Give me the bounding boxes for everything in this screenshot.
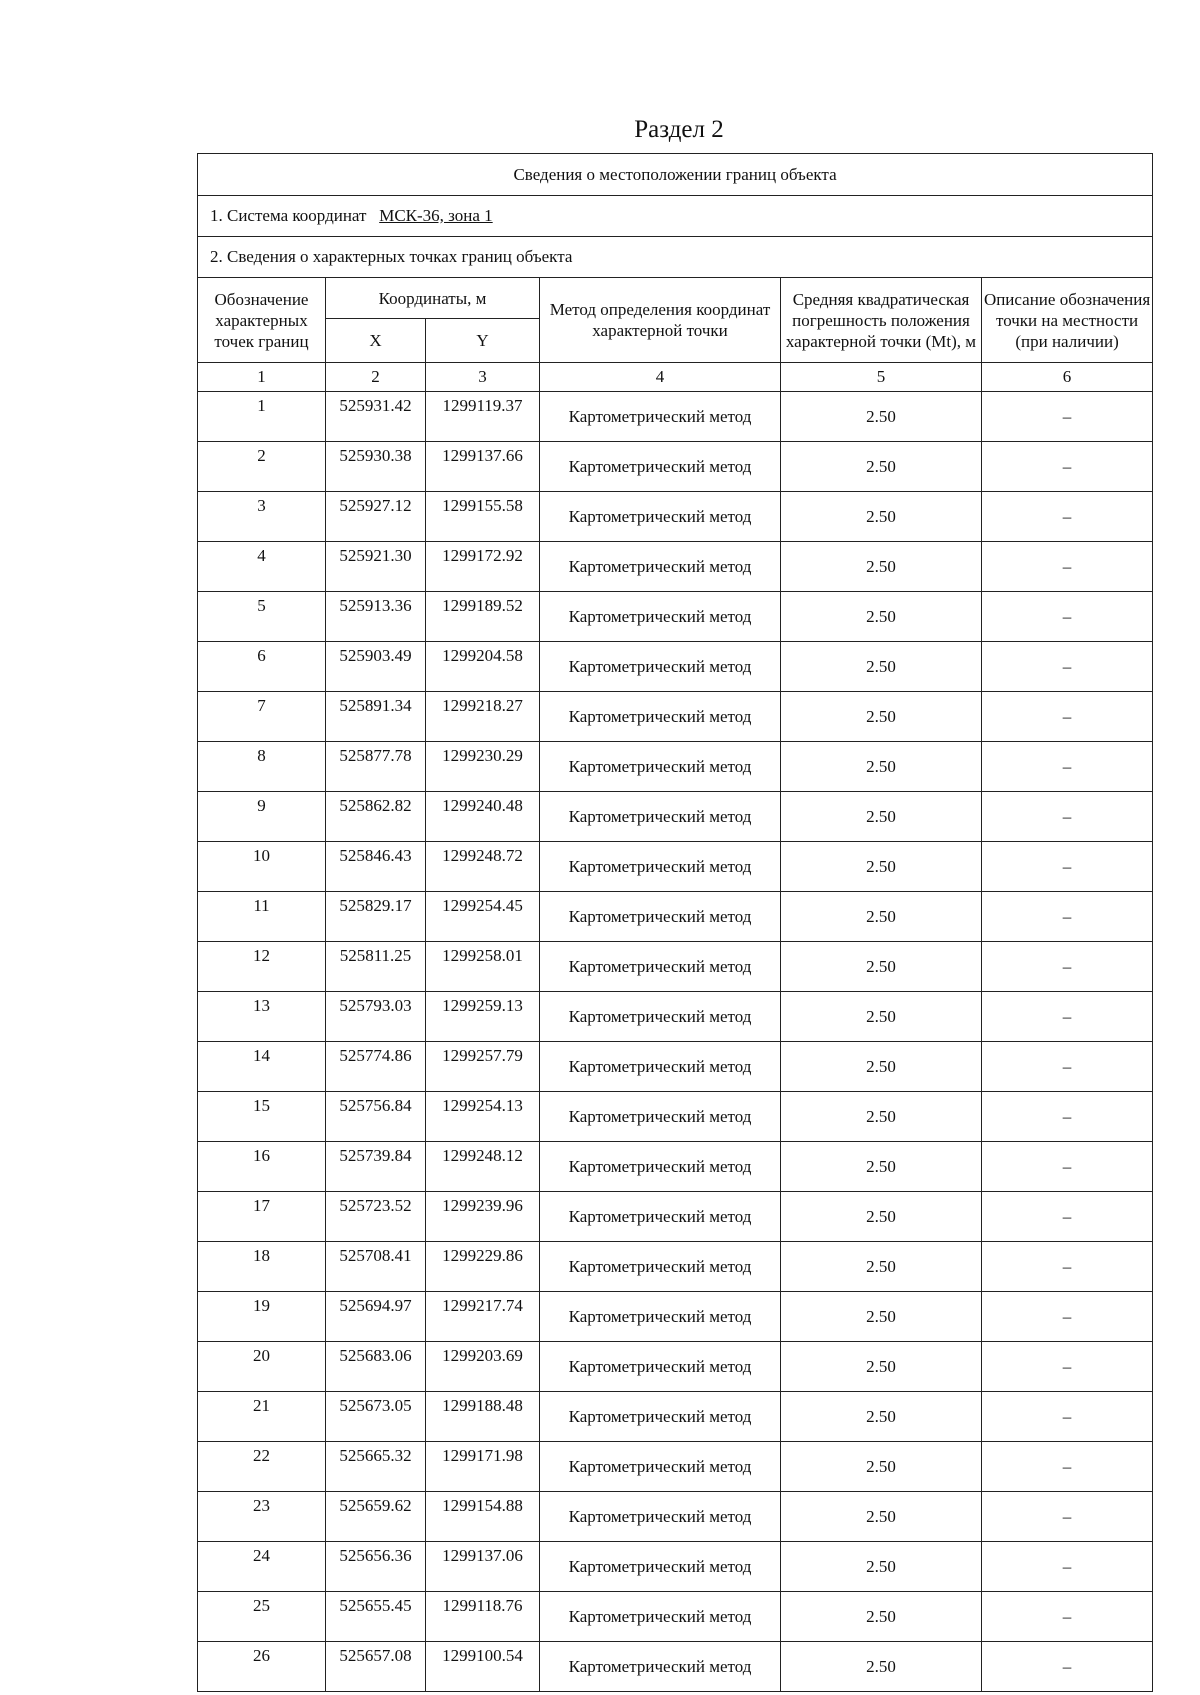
coord-y: 1299188.48 bbox=[426, 1392, 540, 1442]
point-number: 26 bbox=[198, 1642, 326, 1692]
table-row bbox=[198, 1042, 1153, 1092]
coord-y: 1299230.29 bbox=[426, 742, 540, 792]
table-row bbox=[198, 1592, 1153, 1642]
description: – bbox=[982, 542, 1153, 592]
coord-x: 525659.62 bbox=[326, 1492, 426, 1542]
description: – bbox=[982, 1192, 1153, 1242]
coord-x: 525665.32 bbox=[326, 1442, 426, 1492]
coord-system-label: 1. Система координат bbox=[210, 206, 367, 225]
method: Картометрический метод bbox=[540, 1092, 781, 1142]
coord-x: 525862.82 bbox=[326, 792, 426, 842]
point-number: 1 bbox=[198, 392, 326, 442]
accuracy: 2.50 bbox=[781, 1092, 982, 1142]
table-row bbox=[198, 842, 1153, 892]
accuracy: 2.50 bbox=[781, 492, 982, 542]
points-heading: 2. Сведения о характерных точках границ объекта bbox=[198, 237, 1153, 278]
table-row bbox=[198, 1392, 1153, 1442]
coord-x: 525903.49 bbox=[326, 642, 426, 692]
coord-y: 1299240.48 bbox=[426, 792, 540, 842]
table-title: Сведения о местоположении границ объекта bbox=[198, 154, 1153, 196]
coord-x: 525829.17 bbox=[326, 892, 426, 942]
accuracy: 2.50 bbox=[781, 892, 982, 942]
accuracy: 2.50 bbox=[781, 692, 982, 742]
accuracy: 2.50 bbox=[781, 1292, 982, 1342]
coord-x: 525931.42 bbox=[326, 392, 426, 442]
description: – bbox=[982, 992, 1153, 1042]
point-number: 11 bbox=[198, 892, 326, 942]
table-row bbox=[198, 492, 1153, 542]
table-row bbox=[198, 1192, 1153, 1242]
accuracy: 2.50 bbox=[781, 992, 982, 1042]
coord-y: 1299239.96 bbox=[426, 1192, 540, 1242]
point-number: 22 bbox=[198, 1442, 326, 1492]
method: Картометрический метод bbox=[540, 1492, 781, 1542]
column-number: 2 bbox=[326, 363, 426, 392]
column-number: 1 bbox=[198, 363, 326, 392]
coord-y: 1299257.79 bbox=[426, 1042, 540, 1092]
point-number: 25 bbox=[198, 1592, 326, 1642]
accuracy: 2.50 bbox=[781, 1342, 982, 1392]
table-row bbox=[198, 442, 1153, 492]
accuracy: 2.50 bbox=[781, 742, 982, 792]
accuracy: 2.50 bbox=[781, 1542, 982, 1592]
point-number: 10 bbox=[198, 842, 326, 892]
description: – bbox=[982, 1592, 1153, 1642]
description: – bbox=[982, 1542, 1153, 1592]
column-number: 5 bbox=[781, 363, 982, 392]
coord-y: 1299254.45 bbox=[426, 892, 540, 942]
point-number: 13 bbox=[198, 992, 326, 1042]
coord-y: 1299254.13 bbox=[426, 1092, 540, 1142]
method: Картометрический метод bbox=[540, 892, 781, 942]
section-title: Раздел 2 bbox=[634, 116, 724, 143]
description: – bbox=[982, 842, 1153, 892]
point-number: 19 bbox=[198, 1292, 326, 1342]
method: Картометрический метод bbox=[540, 1592, 781, 1642]
accuracy: 2.50 bbox=[781, 442, 982, 492]
accuracy: 2.50 bbox=[781, 542, 982, 592]
method: Картометрический метод bbox=[540, 442, 781, 492]
description: – bbox=[982, 1492, 1153, 1542]
accuracy: 2.50 bbox=[781, 1642, 982, 1692]
table-row bbox=[198, 942, 1153, 992]
accuracy: 2.50 bbox=[781, 1442, 982, 1492]
description: – bbox=[982, 1042, 1153, 1092]
point-number: 17 bbox=[198, 1192, 326, 1242]
accuracy: 2.50 bbox=[781, 592, 982, 642]
header-x: X bbox=[326, 319, 426, 363]
coord-y: 1299119.37 bbox=[426, 392, 540, 442]
accuracy: 2.50 bbox=[781, 1392, 982, 1442]
description: – bbox=[982, 1342, 1153, 1392]
table-row bbox=[198, 1642, 1153, 1692]
point-number: 2 bbox=[198, 442, 326, 492]
description: – bbox=[982, 742, 1153, 792]
coord-y: 1299229.86 bbox=[426, 1242, 540, 1292]
method: Картометрический метод bbox=[540, 642, 781, 692]
method: Картометрический метод bbox=[540, 1142, 781, 1192]
table-row bbox=[198, 1242, 1153, 1292]
coord-x: 525877.78 bbox=[326, 742, 426, 792]
description: – bbox=[982, 1392, 1153, 1442]
coord-y: 1299259.13 bbox=[426, 992, 540, 1042]
point-number: 12 bbox=[198, 942, 326, 992]
method: Картометрический метод bbox=[540, 492, 781, 542]
method: Картометрический метод bbox=[540, 942, 781, 992]
coord-x: 525739.84 bbox=[326, 1142, 426, 1192]
coord-x: 525673.05 bbox=[326, 1392, 426, 1442]
coord-y: 1299204.58 bbox=[426, 642, 540, 692]
description: – bbox=[982, 942, 1153, 992]
point-number: 7 bbox=[198, 692, 326, 742]
header-description: Описание обозначения точки на местности (при наличии) bbox=[982, 278, 1153, 363]
header-y: Y bbox=[426, 319, 540, 363]
description: – bbox=[982, 1642, 1153, 1692]
method: Картометрический метод bbox=[540, 1442, 781, 1492]
coord-x: 525656.36 bbox=[326, 1542, 426, 1592]
table-row bbox=[198, 792, 1153, 842]
method: Картометрический метод bbox=[540, 992, 781, 1042]
point-number: 20 bbox=[198, 1342, 326, 1392]
table-row bbox=[198, 642, 1153, 692]
accuracy: 2.50 bbox=[781, 1142, 982, 1192]
table-row bbox=[198, 892, 1153, 942]
point-number: 23 bbox=[198, 1492, 326, 1542]
point-number: 24 bbox=[198, 1542, 326, 1592]
coord-y: 1299154.88 bbox=[426, 1492, 540, 1542]
table-row bbox=[198, 542, 1153, 592]
method: Картометрический метод bbox=[540, 1642, 781, 1692]
point-number: 18 bbox=[198, 1242, 326, 1292]
coord-y: 1299218.27 bbox=[426, 692, 540, 742]
point-number: 6 bbox=[198, 642, 326, 692]
table-row bbox=[198, 742, 1153, 792]
coord-x: 525793.03 bbox=[326, 992, 426, 1042]
coord-x: 525723.52 bbox=[326, 1192, 426, 1242]
coord-x: 525891.34 bbox=[326, 692, 426, 742]
coord-x: 525655.45 bbox=[326, 1592, 426, 1642]
table-row bbox=[198, 692, 1153, 742]
coord-x: 525774.86 bbox=[326, 1042, 426, 1092]
coord-y: 1299137.66 bbox=[426, 442, 540, 492]
accuracy: 2.50 bbox=[781, 1042, 982, 1092]
coord-y: 1299248.72 bbox=[426, 842, 540, 892]
accuracy: 2.50 bbox=[781, 1592, 982, 1642]
column-number: 3 bbox=[426, 363, 540, 392]
coord-y: 1299137.06 bbox=[426, 1542, 540, 1592]
point-number: 21 bbox=[198, 1392, 326, 1442]
description: – bbox=[982, 792, 1153, 842]
point-number: 14 bbox=[198, 1042, 326, 1092]
point-number: 16 bbox=[198, 1142, 326, 1192]
coord-system-row bbox=[198, 196, 1153, 237]
header-method: Метод определения координат характерной точки bbox=[540, 278, 781, 363]
coord-y: 1299248.12 bbox=[426, 1142, 540, 1192]
method: Картометрический метод bbox=[540, 1542, 781, 1592]
point-number: 15 bbox=[198, 1092, 326, 1142]
boundary-points-table bbox=[197, 153, 1153, 1692]
coord-y: 1299189.52 bbox=[426, 592, 540, 642]
coord-y: 1299172.92 bbox=[426, 542, 540, 592]
method: Картометрический метод bbox=[540, 742, 781, 792]
coord-x: 525846.43 bbox=[326, 842, 426, 892]
coord-x: 525708.41 bbox=[326, 1242, 426, 1292]
coord-x: 525913.36 bbox=[326, 592, 426, 642]
description: – bbox=[982, 1142, 1153, 1192]
description: – bbox=[982, 392, 1153, 442]
description: – bbox=[982, 892, 1153, 942]
column-number: 6 bbox=[982, 363, 1153, 392]
method: Картометрический метод bbox=[540, 1392, 781, 1442]
method: Картометрический метод bbox=[540, 392, 781, 442]
table-row bbox=[198, 392, 1153, 442]
accuracy: 2.50 bbox=[781, 942, 982, 992]
table-row bbox=[198, 1492, 1153, 1542]
coord-x: 525927.12 bbox=[326, 492, 426, 542]
method: Картометрический метод bbox=[540, 842, 781, 892]
table-row bbox=[198, 1142, 1153, 1192]
accuracy: 2.50 bbox=[781, 1492, 982, 1542]
description: – bbox=[982, 692, 1153, 742]
description: – bbox=[982, 1292, 1153, 1342]
method: Картометрический метод bbox=[540, 592, 781, 642]
accuracy: 2.50 bbox=[781, 1192, 982, 1242]
method: Картометрический метод bbox=[540, 1342, 781, 1392]
point-number: 8 bbox=[198, 742, 326, 792]
point-number: 3 bbox=[198, 492, 326, 542]
description: – bbox=[982, 1242, 1153, 1292]
point-number: 9 bbox=[198, 792, 326, 842]
method: Картометрический метод bbox=[540, 542, 781, 592]
coord-x: 525921.30 bbox=[326, 542, 426, 592]
coord-x: 525930.38 bbox=[326, 442, 426, 492]
coord-x: 525756.84 bbox=[326, 1092, 426, 1142]
coord-y: 1299171.98 bbox=[426, 1442, 540, 1492]
accuracy: 2.50 bbox=[781, 642, 982, 692]
method: Картометрический метод bbox=[540, 1292, 781, 1342]
table-row bbox=[198, 592, 1153, 642]
header-coords: Координаты, м bbox=[326, 278, 540, 319]
method: Картометрический метод bbox=[540, 1192, 781, 1242]
coord-y: 1299118.76 bbox=[426, 1592, 540, 1642]
table-row bbox=[198, 992, 1153, 1042]
header-point: Обозначение характерных точек границ bbox=[198, 278, 326, 363]
coord-y: 1299217.74 bbox=[426, 1292, 540, 1342]
coord-x: 525683.06 bbox=[326, 1342, 426, 1392]
table-row bbox=[198, 1342, 1153, 1392]
method: Картометрический метод bbox=[540, 792, 781, 842]
table-row bbox=[198, 1442, 1153, 1492]
description: – bbox=[982, 642, 1153, 692]
coord-y: 1299203.69 bbox=[426, 1342, 540, 1392]
description: – bbox=[982, 492, 1153, 542]
table-row bbox=[198, 1092, 1153, 1142]
coord-x: 525811.25 bbox=[326, 942, 426, 992]
description: – bbox=[982, 592, 1153, 642]
coord-x: 525694.97 bbox=[326, 1292, 426, 1342]
table-row bbox=[198, 1542, 1153, 1592]
coord-y: 1299155.58 bbox=[426, 492, 540, 542]
coord-x: 525657.08 bbox=[326, 1642, 426, 1692]
accuracy: 2.50 bbox=[781, 792, 982, 842]
coord-y: 1299258.01 bbox=[426, 942, 540, 992]
accuracy: 2.50 bbox=[781, 842, 982, 892]
table-row bbox=[198, 1292, 1153, 1342]
accuracy: 2.50 bbox=[781, 392, 982, 442]
point-number: 5 bbox=[198, 592, 326, 642]
description: – bbox=[982, 1092, 1153, 1142]
method: Картометрический метод bbox=[540, 1042, 781, 1092]
column-number: 4 bbox=[540, 363, 781, 392]
accuracy: 2.50 bbox=[781, 1242, 982, 1292]
coord-y: 1299100.54 bbox=[426, 1642, 540, 1692]
point-number: 4 bbox=[198, 542, 326, 592]
method: Картометрический метод bbox=[540, 692, 781, 742]
coord-system-value: МСК-36, зона 1 bbox=[379, 206, 493, 225]
header-accuracy: Средняя квадратическая погрешность положения характерной точки (Mt), м bbox=[781, 278, 982, 363]
description: – bbox=[982, 1442, 1153, 1492]
description: – bbox=[982, 442, 1153, 492]
method: Картометрический метод bbox=[540, 1242, 781, 1292]
